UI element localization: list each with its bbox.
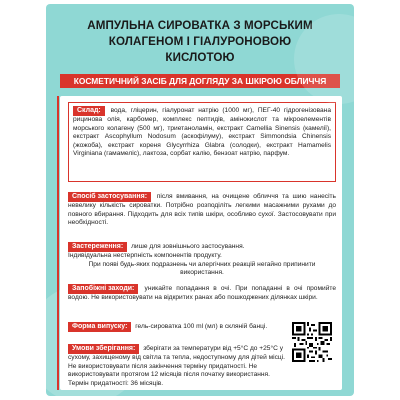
title-line-2: КОЛАГЕНОМ І ГІАЛУРОНОВОЮ	[108, 35, 292, 48]
precautions-label: Запобіжні заходи:	[68, 284, 138, 294]
info-panel	[60, 96, 342, 390]
composition-text: вода, гліцерин, гіалуронат натрію (1000 мг), ПЕГ-40 гідрогенізована рицинова олія, карбомер, комплекс пептидів, амінокислот та мікроелементів морського колагену (500 мг), триетаноламін, екстракт Camellia Sinensis (камелії), екстракт Ascophyllum Nodosum (аскофілуму), екстракт Simmondsia Chinensis (жожоба), екстракт кореня Glycyrrhiza Glabra (солодки), екстракт Hamamelis Virginiana (гамамеліс), лактоза, сорбат калію, бензоат натрію, парфум.	[73, 107, 331, 157]
usage-text: після вмивання, на очищене обличчя та шию нанесіть невелику кількість сироватки. Потрібно розподіліть легкими масажними рухами до повного вбирання. Підходить для всіх типів шкіри, особливо сухої. Застосовувати при необхідності.	[68, 193, 336, 226]
storage-label: Умови зберігання:	[68, 344, 139, 354]
usage-label: Спосіб застосування:	[68, 192, 151, 202]
category-banner: КОСМЕТИЧНИЙ ЗАСІБ ДЛЯ ДОГЛЯДУ ЗА ШКІРОЮ ОБЛИЧЧЯ	[60, 74, 340, 88]
warning-section	[68, 242, 336, 278]
warning-text-1: лише для зовнішнього застосування.	[131, 243, 245, 250]
product-title	[46, 18, 354, 66]
product-label	[46, 4, 354, 396]
release-form-label: Форма випуску:	[68, 322, 131, 332]
storage-text-2: Термін придатності: 36 місяців.	[68, 379, 164, 387]
precautions-text: уникайте попадання в очі. При попаданні в очі промийте водою. Не використовувати на відкритих ранах або пошкоджених ділянках шкіри.	[68, 285, 336, 301]
title-line-1: АМПУЛЬНА СИРОВАТКА З МОРСЬКИМ	[87, 19, 313, 32]
qr-code-icon[interactable]	[292, 322, 332, 362]
storage-section	[68, 344, 288, 388]
storage-text-1: зберігати за температури від +5°C до +25°C у сухому, захищеному від світла та тепла, недоступному для дітей місці. Не використовувати після закінчення терміну придатності. Не використовувати протягом 12 місяців після початку використання.	[68, 345, 285, 378]
warning-label: Застереження:	[68, 242, 127, 252]
release-form-text: гель-сироватка 100 ml (мл) в скляній банці.	[135, 323, 268, 330]
release-form-section	[68, 322, 288, 332]
composition-label: Склад:	[73, 106, 105, 116]
composition-section	[68, 102, 336, 182]
warning-text-3: При появі будь-яких подразнень чи алергічних реакцій негайно припинити використання.	[88, 260, 316, 276]
warning-text-2: Індивідуальна нестерпність компонентів продукту.	[68, 252, 222, 259]
precautions-section	[68, 284, 336, 303]
usage-section	[68, 192, 336, 228]
title-line-3: КИСЛОТОЮ	[165, 51, 235, 64]
